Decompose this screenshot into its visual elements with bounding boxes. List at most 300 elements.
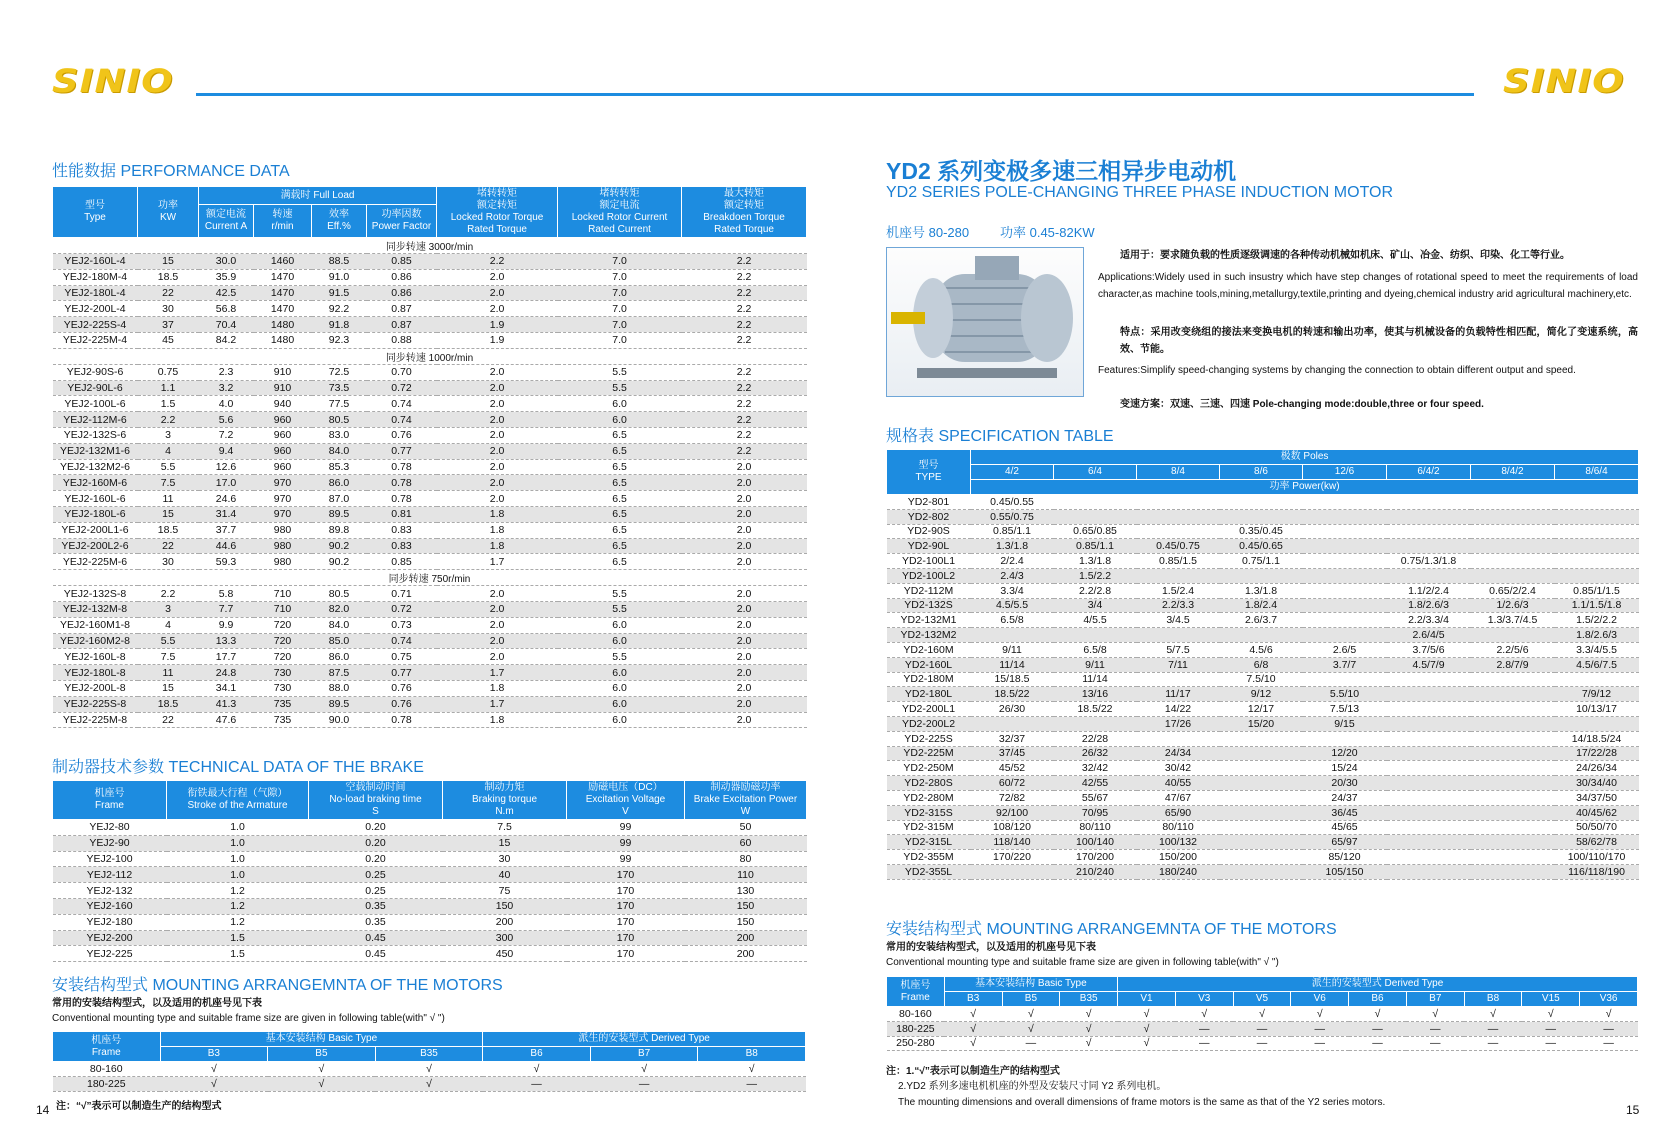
table-row	[887, 672, 1639, 687]
mount-header-row	[53, 1047, 806, 1062]
table-cell: 5.5	[558, 586, 682, 602]
table-cell	[1220, 509, 1303, 524]
table-cell: YEJ2-200L-8	[53, 680, 138, 696]
table-cell: 11/14	[971, 657, 1054, 672]
table-cell: 5.5	[558, 380, 682, 396]
mount-left-title: 安装结构型式 MOUNTING ARRANGEMNTA OF THE MOTORS	[52, 977, 503, 994]
table-cell: YEJ2-160	[53, 898, 167, 914]
table-cell: 4.5/6	[1220, 642, 1303, 657]
table-cell: 170/220	[971, 850, 1054, 865]
table-cell: 1.7	[437, 696, 558, 712]
table-cell	[1471, 790, 1555, 805]
table-cell: 14/18.5/24	[1555, 731, 1639, 746]
yd2-feat-en: Features:Simplify speed-changing systems by changing the connection to obtain different output and speed.	[1098, 365, 1576, 376]
table-row	[887, 539, 1639, 554]
table-cell: 3.2	[199, 380, 254, 396]
table-cell: 9.9	[199, 617, 254, 633]
col-b3: B3	[160, 1047, 268, 1062]
table-cell: 18.5	[138, 269, 199, 285]
table-cell: 80.5	[312, 586, 367, 602]
table-cell: 86.0	[312, 649, 367, 665]
table-row	[53, 522, 807, 538]
table-cell: 2.0	[682, 680, 807, 696]
table-cell: 720	[254, 617, 312, 633]
table-cell: —	[1002, 1036, 1060, 1051]
table-cell: 150/200	[1137, 850, 1220, 865]
table-cell: 92.3	[312, 332, 367, 348]
table-cell: 0.85/1/1.5	[1555, 583, 1639, 598]
table-cell: 24/37	[1303, 790, 1387, 805]
col-pole-4-2: 4/2	[971, 465, 1054, 480]
table-cell: 1.1/1.5/1.8	[1555, 598, 1639, 613]
speed-group-row	[53, 348, 807, 364]
table-cell	[1471, 850, 1555, 865]
table-cell: 45/52	[971, 761, 1054, 776]
table-cell	[1220, 790, 1303, 805]
table-cell: 6.0	[558, 680, 682, 696]
table-cell: 2.0	[437, 601, 558, 617]
table-cell: 0.88	[367, 332, 437, 348]
table-cell: 7.0	[558, 254, 682, 270]
spec-table-wrap	[886, 449, 1638, 880]
table-cell: 0.73	[367, 617, 437, 633]
table-cell: YD2-200L2	[887, 716, 971, 731]
table-cell	[1303, 628, 1387, 643]
table-row	[53, 586, 807, 602]
table-cell	[1471, 835, 1555, 850]
table-cell: 0.85	[367, 254, 437, 270]
table-row	[887, 524, 1639, 539]
table-cell: 6.5	[558, 443, 682, 459]
table-cell: 55/67	[1054, 790, 1137, 805]
table-row	[53, 301, 807, 317]
table-cell: √	[1002, 1021, 1060, 1036]
table-cell: 1.0	[167, 835, 309, 851]
table-cell: 41.3	[199, 696, 254, 712]
col-v15: V15	[1522, 992, 1580, 1007]
table-cell: 735	[254, 712, 312, 728]
motor-base	[917, 368, 1057, 378]
table-cell: 58/62/78	[1555, 835, 1639, 850]
table-cell: YD2-100L2	[887, 568, 971, 583]
table-cell	[1387, 835, 1471, 850]
table-cell: 7.0	[558, 332, 682, 348]
table-cell: —	[483, 1076, 591, 1091]
table-cell	[1220, 731, 1303, 746]
table-cell: YD2-90S	[887, 524, 971, 539]
table-cell: 65/90	[1137, 805, 1220, 820]
table-cell: YD2-160L	[887, 657, 971, 672]
table-cell: YEJ2-112	[53, 867, 167, 883]
table-cell: 5.8	[199, 586, 254, 602]
table-row	[887, 776, 1639, 791]
motor-shaft	[891, 312, 925, 324]
table-cell: YEJ2-90L-6	[53, 380, 138, 396]
table-cell: 180/240	[1137, 864, 1220, 879]
table-cell: 6.0	[558, 712, 682, 728]
table-cell: 2.0	[682, 522, 807, 538]
table-cell: YD2-280M	[887, 790, 971, 805]
table-cell	[1387, 790, 1471, 805]
col-b5: B5	[268, 1047, 376, 1062]
col-pole-8-4: 8/4	[1137, 465, 1220, 480]
table-cell: 2.0	[437, 491, 558, 507]
table-cell: 3.7/7	[1303, 657, 1387, 672]
table-cell: 2.0	[682, 649, 807, 665]
table-cell	[1387, 776, 1471, 791]
table-cell	[1054, 716, 1137, 731]
table-cell: 91.5	[312, 285, 367, 301]
col-v1: V1	[1118, 992, 1176, 1007]
table-cell: YEJ2-132M1-6	[53, 443, 138, 459]
table-cell: 1.5/2/2.2	[1555, 613, 1639, 628]
table-cell: 100/110/170	[1555, 850, 1639, 865]
table-cell	[1387, 746, 1471, 761]
table-cell: 130	[685, 883, 807, 899]
table-cell: 116/118/190	[1555, 864, 1639, 879]
col-pole-6-4-2: 6/4/2	[1387, 465, 1471, 480]
table-cell: 2.0	[437, 412, 558, 428]
table-cell: —	[1233, 1021, 1291, 1036]
table-cell: 0.45/0.75	[1137, 539, 1220, 554]
table-cell	[1471, 761, 1555, 776]
table-cell: YD2-160M	[887, 642, 971, 657]
table-cell: √	[1060, 1007, 1118, 1022]
table-row	[887, 702, 1639, 717]
table-cell	[1387, 850, 1471, 865]
table-cell	[1220, 805, 1303, 820]
terminal-box	[975, 256, 1019, 280]
col-locked-current: 堵转转矩 额定电流 Locked Rotor Current Rated Current	[558, 187, 682, 238]
spec-header-row	[887, 450, 1639, 465]
table-cell: 2.2/2.8	[1054, 583, 1137, 598]
table-row	[53, 380, 807, 396]
table-cell: 2.0	[682, 601, 807, 617]
speed-group-row	[53, 570, 807, 586]
mount-right-note2: 2.YD2 系列多速电机机座的外型及安装尺寸同 Y2 系列电机。	[898, 1081, 1167, 1092]
table-row	[53, 364, 807, 380]
perf-table-wrap	[52, 186, 806, 728]
col-kw: 功率 KW	[138, 187, 199, 238]
table-cell	[1054, 628, 1137, 643]
table-cell: 720	[254, 633, 312, 649]
table-cell: 88.5	[312, 254, 367, 270]
table-cell: YD2-132S	[887, 598, 971, 613]
table-cell	[1471, 731, 1555, 746]
table-cell: 200	[443, 914, 567, 930]
table-cell: 20/30	[1303, 776, 1387, 791]
table-cell	[1471, 864, 1555, 879]
table-cell: 0.78	[367, 475, 437, 491]
table-cell: 150	[685, 898, 807, 914]
table-cell: 80-160	[887, 1007, 945, 1022]
table-cell	[1387, 761, 1471, 776]
speed-group-row	[53, 238, 807, 254]
table-cell: √	[590, 1062, 698, 1077]
table-cell: 2.0	[682, 633, 807, 649]
table-cell: 2.6/3.7	[1220, 613, 1303, 628]
col-full-load: 满载时 Full Load	[199, 187, 437, 205]
table-cell: 7.5/10	[1220, 672, 1303, 687]
table-cell: 2.0	[437, 285, 558, 301]
table-cell: 1.8	[437, 506, 558, 522]
table-cell: 180-225	[887, 1021, 945, 1036]
table-cell: 5.5	[558, 601, 682, 617]
table-cell: 30/34/40	[1555, 776, 1639, 791]
table-cell: √	[1464, 1007, 1522, 1022]
table-cell: 6.0	[558, 396, 682, 412]
table-cell: 88.0	[312, 680, 367, 696]
brake-col-4: 励磁电压（DC） Excitation Voltage V	[567, 781, 685, 820]
table-cell: YEJ2-160M2-8	[53, 633, 138, 649]
table-cell: 7.2	[199, 427, 254, 443]
table-cell: √	[1175, 1007, 1233, 1022]
table-cell	[1555, 716, 1639, 731]
table-cell: 6.5	[558, 554, 682, 570]
table-cell: 2.0	[437, 475, 558, 491]
table-row	[887, 1036, 1638, 1051]
yd2-feat-cn: 特点：采用改变绕组的接法来变换电机的转速和输出功率，使其与机械设备的负载特性相匹配，简化了变速系统，高效、节能。	[1120, 327, 1638, 355]
table-cell: 2.2	[682, 317, 807, 333]
table-cell: 2.8/7/9	[1471, 657, 1555, 672]
table-cell: 0.87	[367, 301, 437, 317]
table-cell	[1471, 568, 1555, 583]
table-cell: 6.0	[558, 696, 682, 712]
table-cell	[1220, 761, 1303, 776]
table-cell: 2.0	[437, 586, 558, 602]
table-cell: 59.3	[199, 554, 254, 570]
table-cell: 1.2	[167, 883, 309, 899]
table-cell: 0.76	[367, 680, 437, 696]
table-cell: 1.7	[437, 554, 558, 570]
table-cell: 0.78	[367, 712, 437, 728]
col-breakdown-torque: 最大转矩 额定转矩 Breakdoen Torque Rated Torque	[682, 187, 807, 238]
table-cell	[1471, 702, 1555, 717]
mount-left-note: 注：“√”表示可以制造生产的结构型式	[56, 1101, 222, 1112]
table-cell: 15	[138, 506, 199, 522]
table-cell: YEJ2-180L-6	[53, 506, 138, 522]
table-cell: YEJ2-100	[53, 851, 167, 867]
table-cell: √	[944, 1036, 1002, 1051]
col-type: 型号 Type	[53, 187, 138, 238]
table-cell: 1.2	[167, 914, 309, 930]
table-row	[53, 475, 807, 491]
table-cell: YEJ2-225M-4	[53, 332, 138, 348]
table-cell: 2.0	[682, 696, 807, 712]
table-cell: 2.2	[138, 586, 199, 602]
table-cell: YD2-802	[887, 509, 971, 524]
table-row	[887, 761, 1639, 776]
table-cell: 6.5	[558, 427, 682, 443]
table-cell: YD2-250M	[887, 761, 971, 776]
table-row	[887, 731, 1639, 746]
table-cell: 15	[138, 254, 199, 270]
table-cell: 75	[443, 883, 567, 899]
table-cell: 2.0	[682, 475, 807, 491]
table-cell: 50/50/70	[1555, 820, 1639, 835]
table-cell: 960	[254, 459, 312, 475]
perf-title: 性能数据 PERFORMANCE DATA	[52, 163, 290, 180]
table-cell: 2.0	[437, 380, 558, 396]
table-cell: 1.5	[167, 930, 309, 946]
table-cell: 9/11	[1054, 657, 1137, 672]
col-eff: 效率 Eff.%	[312, 205, 367, 238]
table-cell	[1387, 716, 1471, 731]
table-cell: 60/72	[971, 776, 1054, 791]
table-cell: 0.77	[367, 665, 437, 681]
col-pole-8-4-2: 8/4/2	[1471, 465, 1555, 480]
page-number-right: 15	[1626, 1103, 1640, 1117]
table-cell: 24.6	[199, 491, 254, 507]
table-cell: 3.3/4	[971, 583, 1054, 598]
table-cell: 1.5	[167, 946, 309, 962]
table-cell: 44.6	[199, 538, 254, 554]
table-cell: 0.20	[309, 820, 443, 836]
table-cell: YEJ2-225M-8	[53, 712, 138, 728]
table-cell: 17/26	[1137, 716, 1220, 731]
table-cell: 1.5/2.2	[1054, 568, 1137, 583]
brake-header-row	[53, 781, 807, 820]
table-cell: 1.0	[167, 867, 309, 883]
yd2-title-en: YD2 SERIES POLE-CHANGING THREE PHASE INDUCTION MOTOR	[886, 184, 1394, 201]
table-cell: 91.8	[312, 317, 367, 333]
table-cell: √	[268, 1062, 376, 1077]
table-cell: 730	[254, 680, 312, 696]
table-cell	[1137, 524, 1220, 539]
table-cell: 7.0	[558, 285, 682, 301]
table-cell: 80	[685, 851, 807, 867]
table-cell: 710	[254, 601, 312, 617]
table-cell	[1054, 509, 1137, 524]
table-cell: √	[1118, 1036, 1176, 1051]
table-cell: 1.3/1.8	[971, 539, 1054, 554]
table-cell: 4.5/6/7.5	[1555, 657, 1639, 672]
table-cell: 720	[254, 649, 312, 665]
table-cell: —	[1291, 1021, 1349, 1036]
table-cell: 13/16	[1054, 687, 1137, 702]
table-cell: 0.85/1.1	[971, 524, 1054, 539]
col-spec-type: 型号 TYPE	[887, 450, 971, 495]
table-cell: 250-280	[887, 1036, 945, 1051]
table-cell: 65/97	[1303, 835, 1387, 850]
table-cell: 34.1	[199, 680, 254, 696]
table-cell: 210/240	[1054, 864, 1137, 879]
table-cell: 30/42	[1137, 761, 1220, 776]
col-b5: B5	[1002, 992, 1060, 1007]
table-cell: 1.3/3.7/4.5	[1471, 613, 1555, 628]
col-pole-8-6: 8/6	[1220, 465, 1303, 480]
table-cell: 11/17	[1137, 687, 1220, 702]
table-cell	[1471, 716, 1555, 731]
table-cell: 99	[567, 820, 685, 836]
table-cell	[1303, 613, 1387, 628]
table-cell	[1387, 495, 1471, 510]
table-cell: YEJ2-132	[53, 883, 167, 899]
table-cell: 90.2	[312, 538, 367, 554]
table-cell	[1387, 524, 1471, 539]
table-cell	[1387, 702, 1471, 717]
col-frame: 机座号 Frame	[53, 1032, 161, 1062]
motor-fan-cover	[1021, 274, 1073, 362]
table-cell	[971, 864, 1054, 879]
table-cell: 4	[138, 443, 199, 459]
table-row	[887, 657, 1639, 672]
table-row	[887, 1021, 1638, 1036]
table-cell: 22	[138, 712, 199, 728]
table-row	[53, 946, 807, 962]
table-cell: 0.76	[367, 696, 437, 712]
table-cell: YEJ2-180L-8	[53, 665, 138, 681]
table-cell: 26/32	[1054, 746, 1137, 761]
table-cell: 0.74	[367, 396, 437, 412]
table-cell: 2.2	[682, 412, 807, 428]
table-cell: 18.5	[138, 696, 199, 712]
table-cell: 6.0	[558, 665, 682, 681]
table-cell: √	[1060, 1036, 1118, 1051]
table-row	[53, 506, 807, 522]
table-cell: YEJ2-200L2-6	[53, 538, 138, 554]
table-cell: YEJ2-112M-6	[53, 412, 138, 428]
mount-left-sub-cn: 常用的安装结构型式，以及适用的机座号见下表	[52, 998, 262, 1009]
table-cell: 170/200	[1054, 850, 1137, 865]
table-cell: √	[944, 1021, 1002, 1036]
table-cell	[1555, 672, 1639, 687]
spec-header-row	[887, 465, 1639, 480]
table-cell: 2.2	[682, 332, 807, 348]
table-cell: 2.0	[437, 617, 558, 633]
table-cell: 5.5	[558, 649, 682, 665]
table-cell: 32/37	[971, 731, 1054, 746]
table-cell: 1470	[254, 301, 312, 317]
table-cell: 170	[567, 867, 685, 883]
table-cell: 1.8/2.6/3	[1555, 628, 1639, 643]
table-cell: 22	[138, 285, 199, 301]
table-cell: 170	[567, 946, 685, 962]
table-row	[887, 805, 1639, 820]
table-cell: 6.5/8	[1054, 642, 1137, 657]
table-cell: √	[944, 1007, 1002, 1022]
table-cell: 2.0	[437, 459, 558, 475]
mount-header-row	[53, 1032, 806, 1047]
table-row	[53, 835, 807, 851]
table-cell: 82.0	[312, 601, 367, 617]
table-cell: 24/26/34	[1555, 761, 1639, 776]
table-cell: 15/20	[1220, 716, 1303, 731]
table-cell: 1470	[254, 285, 312, 301]
table-cell: 970	[254, 491, 312, 507]
table-cell: 2.0	[682, 665, 807, 681]
table-cell: 50	[685, 820, 807, 836]
table-cell: YEJ2-225M-6	[53, 554, 138, 570]
table-cell: 6.0	[558, 617, 682, 633]
table-cell: YEJ2-200	[53, 930, 167, 946]
table-cell: 22/28	[1054, 731, 1137, 746]
table-row	[53, 427, 807, 443]
table-cell: —	[1464, 1036, 1522, 1051]
table-cell: YD2-315L	[887, 835, 971, 850]
mount-left-wrap	[52, 1031, 806, 1092]
table-cell: 5.5	[138, 459, 199, 475]
table-cell: 0.87	[367, 317, 437, 333]
table-cell: √	[1060, 1021, 1118, 1036]
table-row	[53, 412, 807, 428]
table-cell: 6.5	[558, 506, 682, 522]
table-cell: 15/18.5	[971, 672, 1054, 687]
table-cell: 2.2	[682, 269, 807, 285]
table-row	[53, 930, 807, 946]
table-cell	[1220, 628, 1303, 643]
table-cell: 84.2	[199, 332, 254, 348]
